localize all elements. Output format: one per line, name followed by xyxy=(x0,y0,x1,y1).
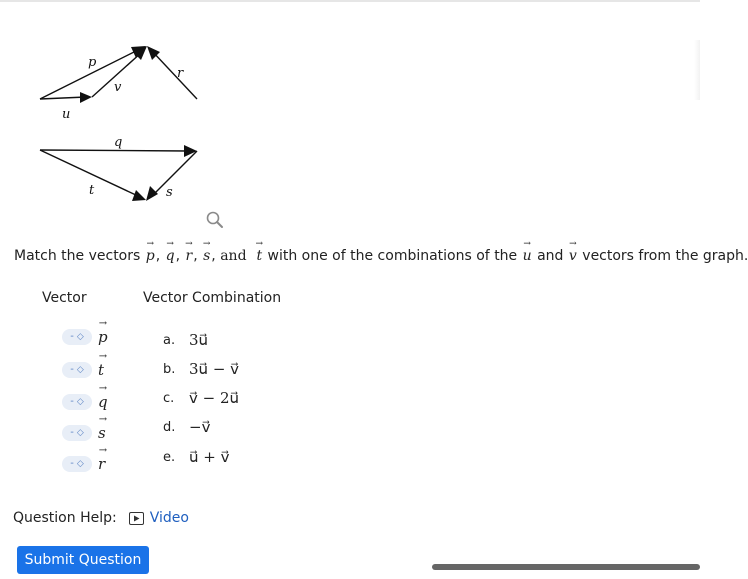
magnifier-icon[interactable] xyxy=(204,209,226,231)
play-icon xyxy=(129,512,144,525)
updown-chevron-icon: ◇ xyxy=(76,458,84,469)
option-expression: −v⃗ xyxy=(189,418,211,436)
prompt-and: and xyxy=(220,248,247,264)
option-letter: a. xyxy=(163,332,176,348)
select-value: - xyxy=(70,364,74,375)
prompt-mid: with one of the combinations of the xyxy=(263,248,522,264)
option-letter: b. xyxy=(163,361,176,377)
option-expression: v⃗ − 2u⃗ xyxy=(189,389,240,407)
option-d xyxy=(163,418,210,436)
prompt-vec-r: → r xyxy=(185,248,194,264)
vector-t-head xyxy=(132,190,146,201)
row-vector-label: → t xyxy=(98,361,108,379)
submit-question-button[interactable]: Submit Question xyxy=(17,546,149,574)
answer-select-s[interactable] xyxy=(62,425,92,441)
prompt-vec-t: → t xyxy=(255,248,263,264)
prompt-vec-p: → p xyxy=(145,248,156,264)
question-help-label: Question Help: xyxy=(13,510,117,526)
label-r: r xyxy=(177,66,184,81)
prompt-and2: and xyxy=(532,248,568,264)
prompt-lead: Match the vectors xyxy=(14,248,145,264)
select-value: - xyxy=(70,331,74,342)
option-c xyxy=(163,389,239,407)
option-letter: c. xyxy=(163,390,175,406)
prompt-vec-u: → u xyxy=(522,248,533,264)
label-s: s xyxy=(166,185,173,200)
label-p: p xyxy=(88,55,97,70)
prompt-vec-v: → v xyxy=(568,248,578,264)
question-prompt: Match the vectors → p, → q, → r, → s, and → t with one of the combinations of the → u and → v vectors from the graph. xyxy=(14,248,704,264)
option-a xyxy=(163,331,208,349)
option-expression: u⃗ + v⃗ xyxy=(189,448,230,466)
option-b xyxy=(163,360,239,378)
row-vector-label: → r xyxy=(98,455,108,473)
updown-chevron-icon: ◇ xyxy=(76,331,84,342)
prompt-vec-s: → s xyxy=(202,248,211,264)
match-row-q xyxy=(62,392,108,412)
prompt-tail: vectors from the graph. xyxy=(577,248,748,264)
option-expression: 3u⃗ xyxy=(189,331,209,349)
label-u: u xyxy=(62,107,71,122)
row-vector-label: → q xyxy=(98,393,108,411)
label-t: t xyxy=(89,183,95,198)
vector-s xyxy=(152,151,197,196)
updown-chevron-icon: ◇ xyxy=(76,364,84,375)
label-v: v xyxy=(114,80,122,95)
vector-r xyxy=(152,51,197,99)
match-row-s xyxy=(62,423,108,443)
match-row-p xyxy=(62,327,108,347)
row-vector-label: → s xyxy=(98,424,108,442)
vector-q-head xyxy=(184,145,197,157)
answer-select-q[interactable] xyxy=(62,394,92,410)
select-value: - xyxy=(70,427,74,438)
video-link-label: Video xyxy=(149,510,189,526)
option-letter: e. xyxy=(163,449,176,465)
vector-q xyxy=(40,150,188,151)
updown-chevron-icon: ◇ xyxy=(76,396,84,407)
question-help xyxy=(13,510,189,526)
updown-chevron-icon: ◇ xyxy=(76,427,84,438)
answer-select-p[interactable] xyxy=(62,329,92,345)
row-vector-label: → p xyxy=(98,328,108,346)
video-link[interactable] xyxy=(129,510,189,526)
option-expression: 3u⃗ − v⃗ xyxy=(189,360,240,378)
answer-select-r[interactable] xyxy=(62,456,92,472)
vector-u xyxy=(40,97,86,99)
match-row-t xyxy=(62,360,108,380)
answer-select-t[interactable] xyxy=(62,362,92,378)
horizontal-scrollbar[interactable] xyxy=(432,564,700,570)
option-e xyxy=(163,448,230,466)
select-value: - xyxy=(70,458,74,469)
option-letter: d. xyxy=(163,419,176,435)
vector-u-head xyxy=(80,92,92,103)
match-row-r xyxy=(62,454,108,474)
prompt-vec-q: → q xyxy=(165,248,176,264)
column-header-combination: Vector Combination xyxy=(143,290,282,306)
column-header-vector: Vector xyxy=(42,290,87,306)
vector-s-head xyxy=(146,186,158,201)
vector-graph xyxy=(0,0,700,240)
label-q: q xyxy=(114,135,123,150)
select-value: - xyxy=(70,396,74,407)
